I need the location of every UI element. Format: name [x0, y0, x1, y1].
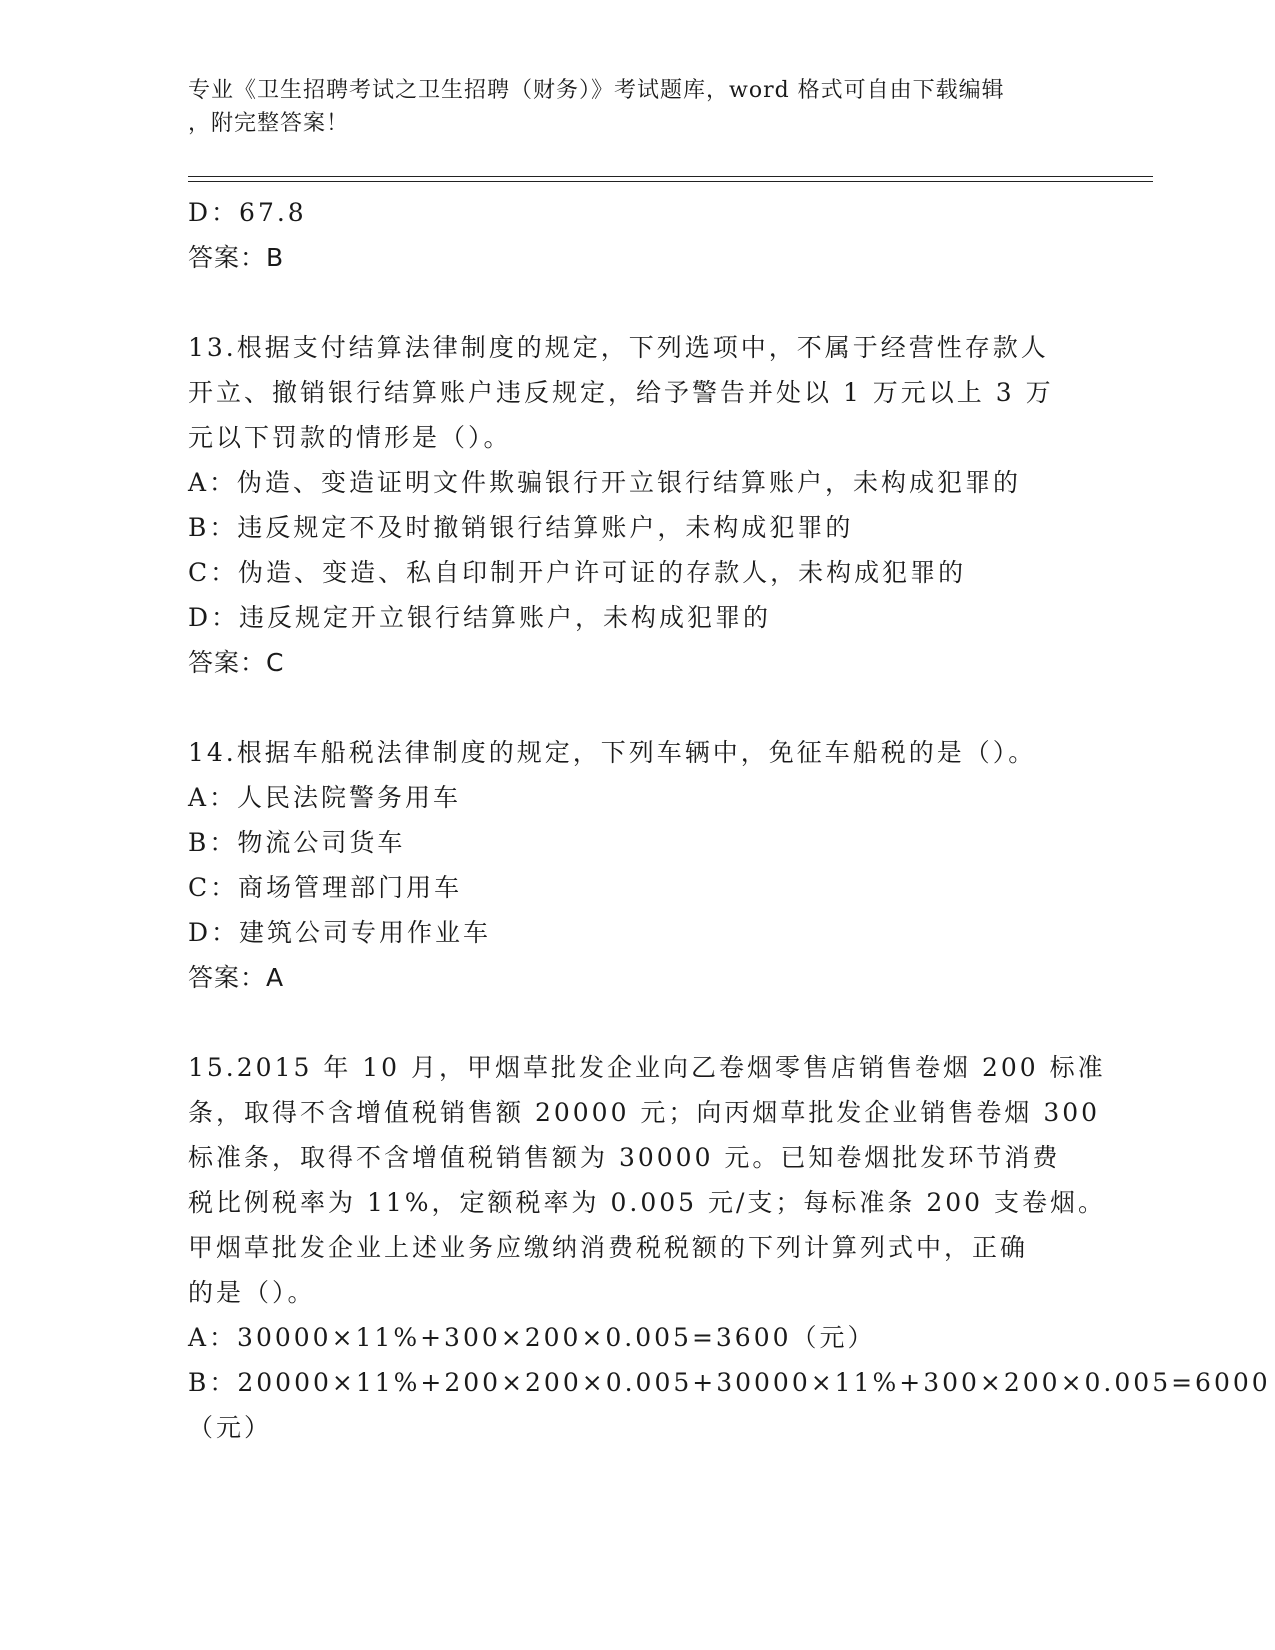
question-stem-line: 开立、撤销银行结算账户违反规定，给予警告并处以 1 万元以上 3 万 — [188, 378, 1054, 407]
question-15 — [188, 1045, 1271, 1450]
question-stem-line: 标准条，取得不含增值税销售额为 30000 元。已知卷烟批发环节消费 — [188, 1143, 1061, 1172]
question-13 — [188, 325, 1088, 685]
question-stem-line: 的是（）。 — [188, 1278, 316, 1307]
header-line-1: 专业《卫生招聘考试之卫生招聘（财务）》考试题库，word 格式可自由下载编辑 — [188, 78, 1005, 103]
document-body — [188, 190, 1271, 1450]
option-d: D：违反规定开立银行结算账户，未构成犯罪的 — [188, 603, 772, 632]
option-b: B：违反规定不及时撤销银行结算账户，未构成犯罪的 — [188, 513, 854, 542]
answer: 答案：A — [188, 963, 285, 992]
option-a: A：30000×11%+300×200×0.005=3600（元） — [188, 1323, 876, 1352]
option-a: A：人民法院警务用车 — [188, 783, 462, 812]
header-divider-bottom — [188, 181, 1153, 182]
option-d: D：建筑公司专用作业车 — [188, 918, 492, 947]
question-stem-line: 税比例税率为 11%，定额税率为 0.005 元/支；每标准条 200 支卷烟。 — [188, 1188, 1107, 1217]
header-line-2: ，附完整答案！ — [188, 111, 350, 136]
question-stem-line: 条，取得不含增值税销售额 20000 元；向丙烟草批发企业销售卷烟 300 — [188, 1098, 1101, 1127]
question-stem-line: 13.根据支付结算法律制度的规定，下列选项中，不属于经营性存款人 — [188, 333, 1049, 362]
option-b: B：20000×11%+200×200×0.005+30000×11%+300×200×0.005=6000 — [188, 1368, 1271, 1397]
option-b: B：物流公司货车 — [188, 828, 406, 857]
answer: 答案：C — [188, 648, 285, 677]
option-c: C：伪造、变造、私自印制开户许可证的存款人，未构成犯罪的 — [188, 558, 967, 587]
prev-option-d: D：67.8 — [188, 198, 307, 227]
question-stem-line: 15.2015 年 10 月，甲烟草批发企业向乙卷烟零售店销售卷烟 200 标准 — [188, 1053, 1106, 1082]
option-a: A：伪造、变造证明文件欺骗银行开立银行结算账户，未构成犯罪的 — [188, 468, 1022, 497]
header-divider-top — [188, 176, 1153, 177]
question-stem-line: 元以下罚款的情形是（）。 — [188, 423, 512, 452]
option-c: C：商场管理部门用车 — [188, 873, 463, 902]
document-header — [188, 74, 1068, 140]
question-stem-line: 14.根据车船税法律制度的规定，下列车辆中，免征车船税的是（）。 — [188, 738, 1037, 767]
option-b-continued: （元） — [188, 1413, 273, 1442]
question-stem-line: 甲烟草批发企业上述业务应缴纳消费税税额的下列计算列式中，正确 — [188, 1233, 1029, 1262]
question-14 — [188, 730, 1088, 1000]
prev-answer: 答案：B — [188, 243, 285, 272]
